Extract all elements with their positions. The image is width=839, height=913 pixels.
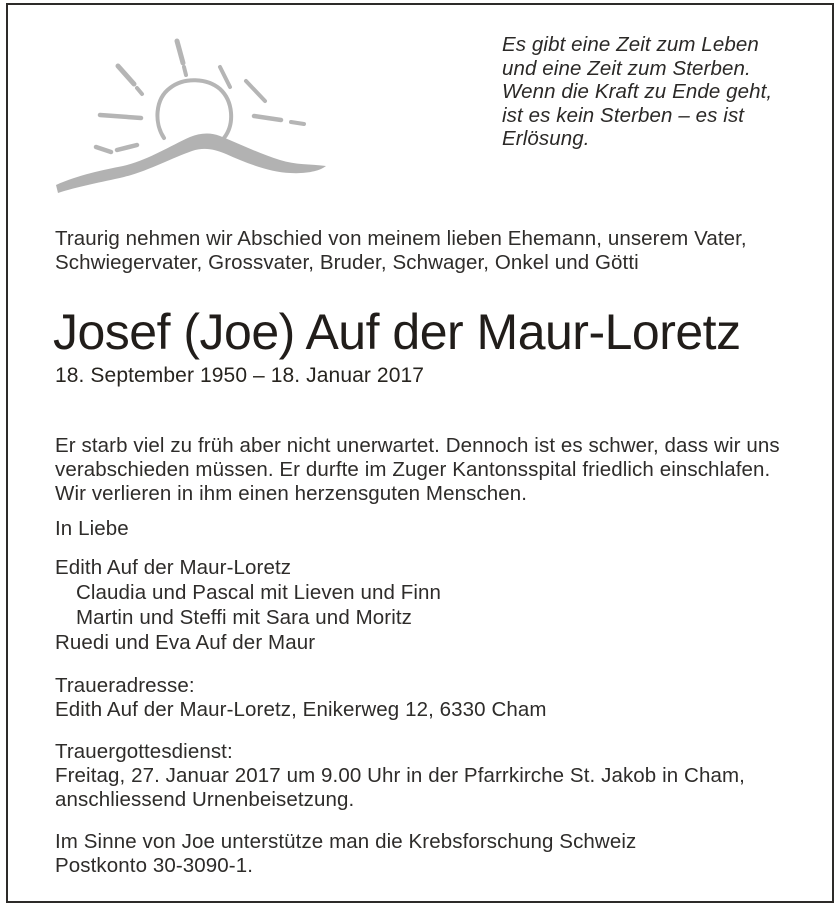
family-member-line: Martin und Steffi mit Sara und Moritz <box>76 606 413 629</box>
mourning-address <box>55 674 547 722</box>
body-line: verabschieden müssen. Er durfte im Zuger Kantonsspital friedlich einschlafen. <box>55 458 771 481</box>
verse-line: und eine Zeit zum Sterben. <box>502 56 751 80</box>
memorial-verse <box>502 33 832 151</box>
mountain-stroke <box>56 133 326 193</box>
family-member-line: Claudia und Pascal mit Lieven und Finn <box>76 581 442 604</box>
body-line: Wir verlieren in ihm einen herzensguten Menschen. <box>55 482 528 505</box>
verse-line: ist es kein Sterben – es ist Erlösung. <box>502 103 745 150</box>
address-line: Edith Auf der Maur-Loretz, Enikerweg 12, 6330 Cham <box>55 698 547 721</box>
verse-line: Es gibt eine Zeit zum Leben <box>502 33 759 56</box>
service-line: Freitag, 27. Januar 2017 um 9.00 Uhr in der Pfarrkirche St. Jakob in Cham, <box>55 764 745 787</box>
funeral-service-info <box>55 740 745 812</box>
notice-frame <box>6 3 834 903</box>
family-member-line: Edith Auf der Maur-Loretz <box>55 556 292 579</box>
sun-over-mountain-icon <box>48 25 338 200</box>
deceased-name: Josef (Joe) Auf der Maur-Loretz <box>53 304 741 360</box>
donation-line: Postkonto 30-3090-1. <box>55 854 254 877</box>
address-line: Traueradresse: <box>55 674 195 697</box>
closing-phrase: In Liebe <box>55 517 129 540</box>
family-list <box>55 555 441 655</box>
life-dates: 18. September 1950 – 18. Januar 2017 <box>55 364 425 387</box>
donation-line: Im Sinne von Joe unterstütze man die Krebsforschung Schweiz <box>55 830 637 853</box>
family-member-line: Ruedi und Eva Auf der Maur <box>55 631 316 654</box>
verse-line: Wenn die Kraft zu Ende geht, <box>502 80 773 103</box>
service-line: anschliessend Urnenbeisetzung. <box>55 788 355 811</box>
body-line: Er starb viel zu früh aber nicht unerwartet. Dennoch ist es schwer, dass wir uns <box>55 434 780 457</box>
obituary-body <box>55 434 795 506</box>
service-line: Trauergottesdienst: <box>55 740 233 763</box>
intro-line: Schwiegervater, Grossvater, Bruder, Schwager, Onkel und Götti <box>55 251 639 274</box>
intro-text <box>55 227 795 275</box>
donation-info <box>55 830 636 878</box>
intro-line: Traurig nehmen wir Abschied von meinem lieben Ehemann, unserem Vater, <box>55 227 747 250</box>
